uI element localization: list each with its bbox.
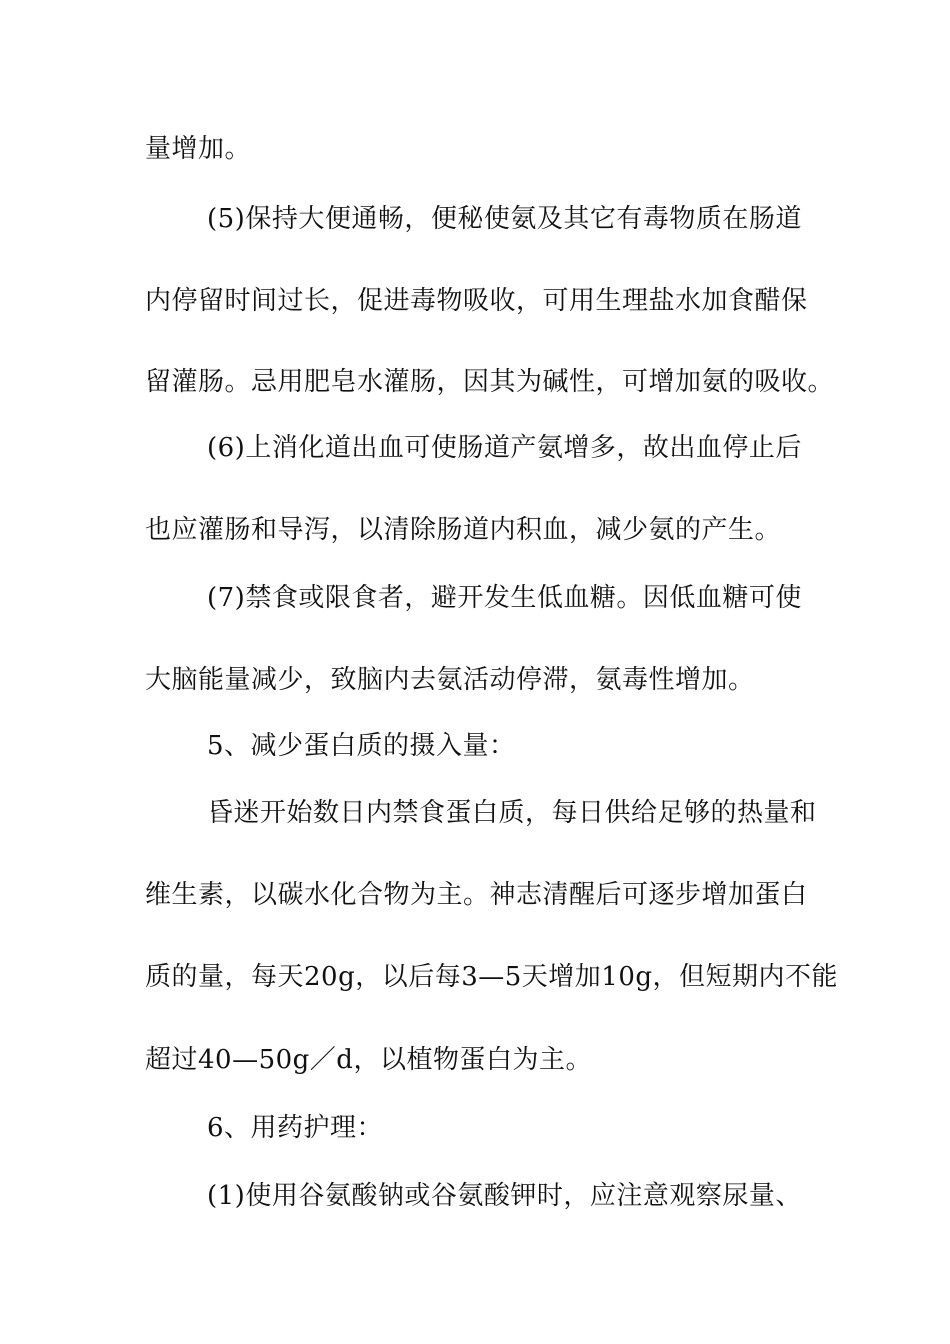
section-heading: 5、减少蛋白质的摄入量：	[207, 731, 516, 761]
text-line: 留灌肠。忌用肥皂水灌肠，因其为碱性，可增加氨的吸收。	[145, 367, 835, 397]
text-line: 也应灌肠和导泻，以清除肠道内积血，减少氨的产生。	[145, 515, 782, 545]
text-line: (1)使用谷氨酸钠或谷氨酸钾时，应注意观察尿量、	[207, 1181, 802, 1211]
text-line: (7)禁食或限食者，避开发生低血糖。因低血糖可使	[207, 583, 802, 613]
text-line: 量增加。	[145, 134, 252, 164]
text-line: (5)保持大便通畅，便秘使氨及其它有毒物质在肠道	[207, 204, 802, 234]
section-heading: 6、用药护理：	[207, 1113, 384, 1143]
text-line: 内停留时间过长，促进毒物吸收，可用生理盐水加食醋保	[145, 286, 808, 316]
text-line: 昏迷开始数日内禁食蛋白质，每日供给足够的热量和	[207, 798, 817, 828]
text-line: 大脑能量减少，致脑内去氨活动停滞，氨毒性增加。	[145, 665, 755, 695]
text-line: (6)上消化道出血可使肠道产氨增多，故出血停止后	[207, 433, 802, 463]
text-line: 维生素，以碳水化合物为主。神志清醒后可逐步增加蛋白	[145, 880, 808, 910]
text-line: 超过40—50g／d，以植物蛋白为主。	[145, 1045, 592, 1075]
text-line: 质的量，每天20g，以后每3—5天增加10g，但短期内不能	[145, 962, 839, 992]
